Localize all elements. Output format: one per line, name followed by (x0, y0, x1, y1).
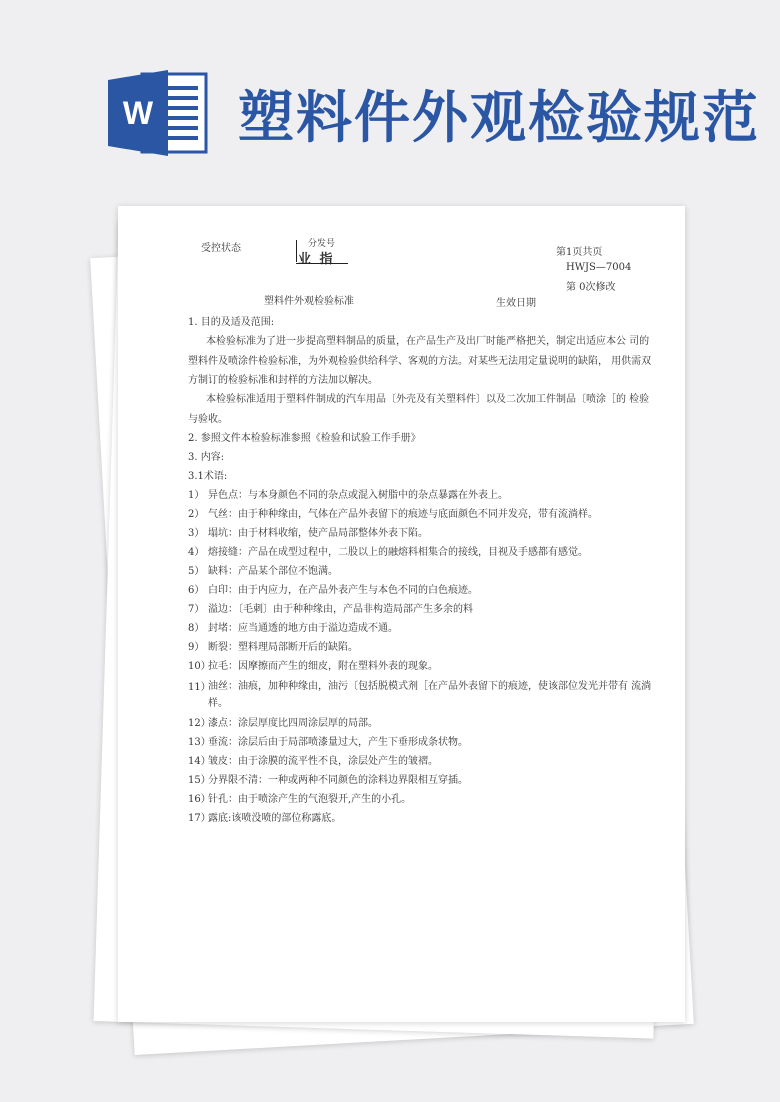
section-3: 3. 内容: (188, 452, 225, 463)
section-1-paragraph-1-line-3: 方制订的检验标准和封样的方法加以解决。 (188, 375, 378, 386)
effective-date-label: 生效日期 (496, 298, 536, 309)
doc-name: 塑料件外观检验标准 (264, 296, 354, 307)
section-2: 2. 参照文件本检验标准参照《检验和试验工作手册》 (188, 433, 421, 444)
term-item: 16） 针孔：由于喷涂产生的气泡裂开,产生的小孔。 (188, 794, 412, 805)
word-doc-icon (108, 70, 208, 156)
section-1-paragraph-2-line-2: 与验收。 (188, 414, 228, 425)
term-item: 11） 油丝：油痕，加种种缘由，油污〔包括脱模式剂［在产品外表留下的痕迹，使该部位发光并带有 流淌样。 (188, 681, 652, 709)
term-item: 17） 露底:该喷没喷的部位称露底。 (188, 813, 342, 824)
page-info: 第1页共页 (556, 247, 603, 258)
term-item: 10） 拉毛：因摩擦而产生的细皮，附在塑料外表的现象。 (188, 661, 438, 672)
stamp (294, 236, 364, 267)
page-title: 塑料件外观检验规范 (238, 86, 760, 151)
section-1-paragraph-1-line-1: 本检验标准为了进一步提高塑料制品的质量，在产品生产及出厂时能严格把关，制定出适应本公 司的 (206, 336, 650, 347)
control-status-label: 受控状态 (201, 243, 241, 254)
banner (0, 0, 780, 200)
svg-text:W: W (122, 95, 154, 131)
revision: 第 0次修改 (566, 282, 616, 293)
term-item: 5） 缺料：产品某个部位不饱满。 (188, 566, 338, 577)
term-item: 13） 垂流：涂层后由于局部喷漆量过大，产生下垂形成条状物。 (188, 737, 468, 748)
document-page (118, 206, 685, 1022)
term-item: 7） 溢边：〔毛刺〕由于种种缘由，产品非构造局部产生多余的料 (188, 604, 473, 615)
term-item: 1） 异色点：与本身颜色不同的杂点或混入树脂中的杂点暴露在外表上。 (188, 490, 508, 501)
term-item: 15） 分界限不清：一种或两种不同颜色的涂料边界限相互穿插。 (188, 775, 468, 786)
term-item: 12） 漆点：涂层厚度比四周涂层厚的局部。 (188, 718, 378, 729)
term-item: 2） 气丝：由于种种缘由，气体在产品外表留下的痕迹与底面颜色不同并发亮，带有流淌样。 (188, 509, 598, 520)
term-item: 14） 皱皮：由于涂膜的流平性不良，涂层处产生的皱褶。 (188, 756, 438, 767)
term-item: 6） 白印：由于内应力，在产品外表产生与本色不同的白色痕迹。 (188, 585, 478, 596)
section-1-paragraph-2-line-1: 本检验标准适用于塑料件制成的汽车用品〔外壳及有关塑料件〕以及二次加工件制品〔喷涂［的 检验 (206, 394, 650, 405)
term-item: 4） 熔接缝：产品在成型过程中，二股以上的融熔料相集合的接线，目视及手感都有感觉。 (188, 547, 588, 558)
section-3-1: 3.1术语: (188, 471, 228, 482)
doc-code: HWJS—7004 (566, 262, 632, 273)
section-1-heading: 1. 目的及适及范围: (188, 317, 275, 328)
stamp-text: 业 指 (298, 252, 335, 267)
term-item: 9） 断裂：塑料理局部断开后的缺陷。 (188, 642, 358, 653)
term-item: 8） 封堵：应当通透的地方由于溢边造成不通。 (188, 623, 398, 634)
term-item: 3） 塌坑：由于材料收缩，使产品局部整体外表下陷。 (188, 528, 428, 539)
document-body (188, 313, 658, 828)
section-1-paragraph-1-line-2: 塑料件及喷涂件检验标准，为外观检验供给科学、客观的方法。对某些无法用定量说明的缺陷， 用供需双 (188, 356, 652, 367)
distribution-number-label: 分发号 (308, 239, 336, 249)
